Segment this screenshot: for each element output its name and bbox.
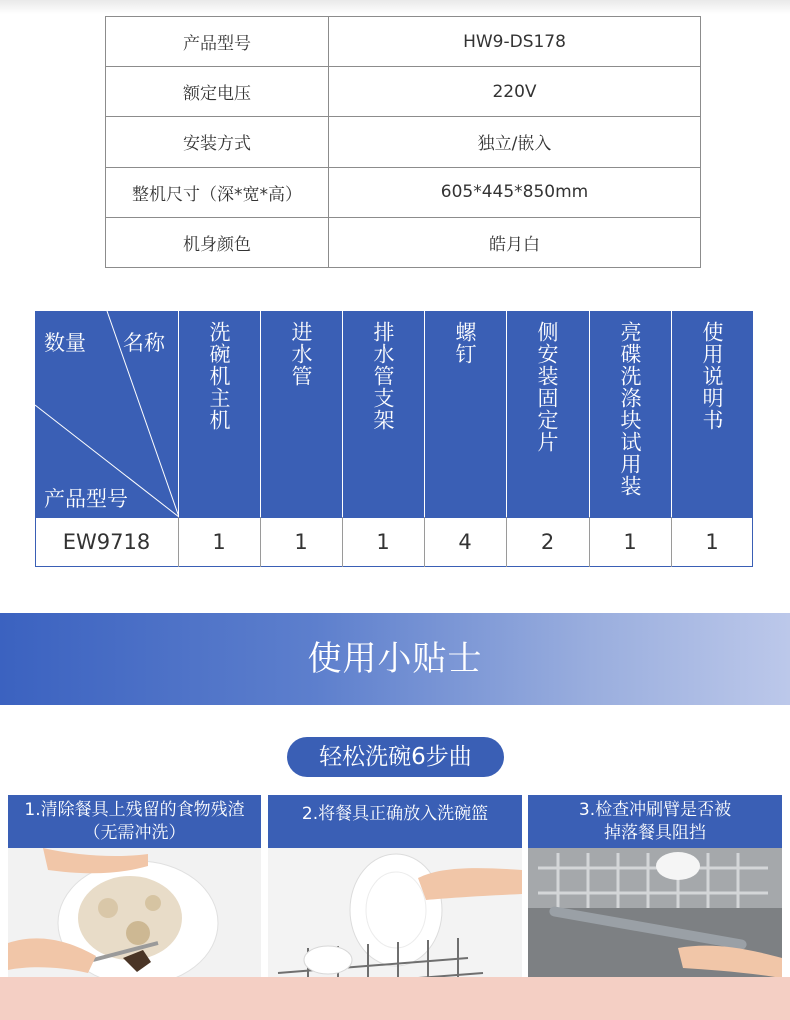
spec-key: 机身颜色 [106,217,329,267]
column-header: 侧安装固定片 [535,321,559,453]
qty-cell: 1 [705,530,719,554]
step-caption [528,795,782,848]
step-card-1 [8,795,261,995]
qty-cell: 1 [376,530,390,554]
step-caption [268,795,522,848]
banner-title: 使用小贴士 [307,639,483,679]
step-photo-loading-dishes [268,848,522,995]
column-header: 螺钉 [453,321,477,365]
step-photo-spray-arm [528,848,782,995]
spec-key: 额定电压 [106,67,329,117]
step-photo-scraping-plate [8,848,261,995]
column-divider [342,311,343,517]
spec-key: 安装方式 [106,117,329,167]
column-divider [506,311,507,517]
step-card-3 [528,795,782,995]
table-row [106,17,701,67]
step-caption-line: （无需冲洗） [83,823,186,843]
step-caption-line: 2.将餐具正确放入洗碗篮 [301,804,489,824]
model-cell: EW9718 [62,530,151,554]
steps-pill: 轻松洗碗6步曲 [287,737,504,777]
bottom-strip [0,977,790,1020]
column-header: 排水管支架 [371,321,395,431]
qty-cell: 1 [294,530,308,554]
table-row [106,217,701,267]
spec-value: 皓月白 [329,217,701,267]
qty-cell: 1 [212,530,226,554]
spec-key: 整机尺寸（深*宽*高） [106,167,329,217]
qty-cell: 1 [623,530,637,554]
table-row [106,67,701,117]
step-caption-line: 3.检查冲刷臂是否被 [578,800,732,820]
table-row [106,167,701,217]
qty-cell: 4 [458,530,472,554]
spec-value: 220V [329,67,701,117]
qty-cell: 2 [540,530,555,554]
step-caption-line: 掉落餐具阻挡 [604,823,706,843]
header-model: 产品型号 [44,487,128,511]
spec-value: 独立/嵌入 [329,117,701,167]
spec-key: 产品型号 [106,17,329,67]
contents-table [35,311,753,566]
spec-value: 605*445*850mm [329,167,701,217]
column-divider [260,311,261,517]
column-header: 亮碟洗涤块试用装 [618,321,642,497]
step-card-2 [268,795,522,995]
column-header: 使用说明书 [700,321,724,431]
column-divider [424,311,425,517]
column-divider [671,311,672,517]
table-row [106,117,701,167]
column-header: 进水管 [289,321,313,387]
spec-value: HW9-DS178 [329,17,701,67]
top-fade [0,0,790,14]
step-caption-line: 1.清除餐具上残留的食物残渣 [24,800,245,820]
tips-banner [0,613,790,705]
header-name: 名称 [123,331,165,355]
column-header: 洗碗机主机 [207,321,231,431]
column-divider [178,311,179,517]
spec-table [105,16,701,268]
step-caption [8,795,261,848]
header-qty: 数量 [44,331,86,355]
column-divider [589,311,590,517]
